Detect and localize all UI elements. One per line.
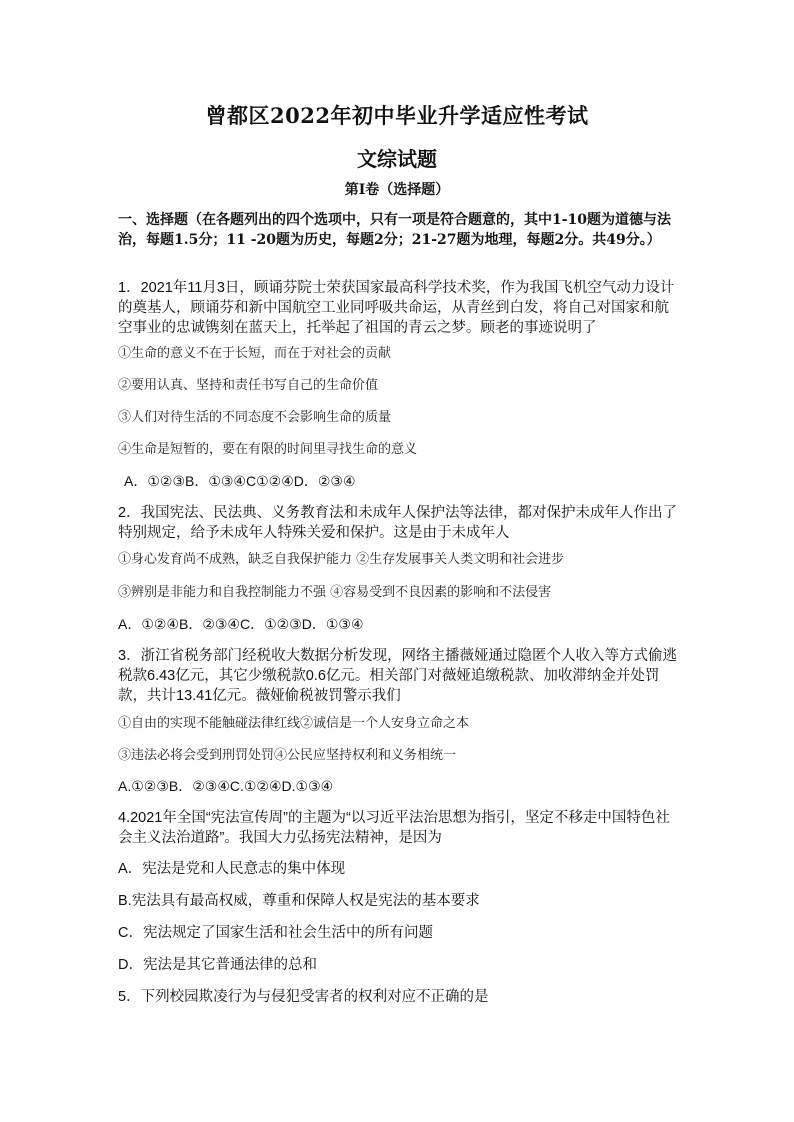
question-2-choices: A．①②④B．②③④C．①②③D．①③④ bbox=[118, 616, 364, 632]
question-4-stem: 4.2021年全国“宪法宣传周”的主题为“以习近平法治思想为指引，坚定不移走中国特色社会主义法治道路”。我国大力弘扬宪法精神，是因为 bbox=[118, 810, 670, 846]
question-1-statement-3: ③人们对待生活的不同态度不会影响生命的质量 bbox=[118, 410, 392, 425]
question-1-statement-2: ②要用认真、坚持和责任书写自己的生命价值 bbox=[118, 378, 379, 393]
question-4-option-c: C．宪法规定了国家生活和社会生活中的所有问题 bbox=[118, 925, 433, 941]
question-1-statement-4: ④生命是短暂的，要在有限的时间里寻找生命的意义 bbox=[118, 442, 418, 457]
question-3-statements-3-4: ③违法必将会受到刑罚处罚④公民应坚持权利和义务相统一 bbox=[118, 748, 457, 763]
exam-subtitle: 文综试题 bbox=[357, 147, 437, 171]
question-3-choices: A.①②③B．②③④C.①②④D.①③④ bbox=[118, 778, 334, 794]
question-3-statements-1-2: ①自由的实现不能触碰法律红线②诚信是一个人安身立命之本 bbox=[118, 716, 470, 731]
question-4-option-d: D．宪法是其它普通法律的总和 bbox=[118, 957, 317, 973]
question-3-stem: 3．浙江省税务部门经税收大数据分析发现，网络主播薇娅通过隐匿个人收入等方式偷逃税款6.43亿元，其它少缴税款0.6亿元。相关部门对薇娅追缴税款、加收滞纳金并处罚款，共计13.41亿元。薇娅偷税被罚警示我们 bbox=[118, 648, 678, 704]
question-5-stem: 5．下列校园欺凌行为与侵犯受害者的权利对应不正确的是 bbox=[118, 989, 489, 1005]
question-4-option-b: B.宪法具有最高权威，尊重和保障人权是宪法的基本要求 bbox=[118, 893, 480, 909]
exam-title: 曾都区2022年初中毕业升学适应性考试 bbox=[205, 103, 589, 128]
part-heading: 第Ⅰ卷（选择题） bbox=[344, 182, 450, 198]
section-instructions: 一、选择题（在各题列出的四个选项中，只有一项是符合题意的，其中1-10题为道德与法治，每题1.5分；11 -20题为历史，每题2分；21-27题为地理，每题2分。共49分。） bbox=[118, 212, 672, 248]
question-2-statements-3-4: ③辨别是非能力和自我控制能力不强 ④容易受到不良因素的影响和不法侵害 bbox=[118, 585, 552, 600]
question-1-choices: A．①②③B．①③④C①②④D．②③④ bbox=[124, 473, 356, 489]
question-2-statements-1-2: ①身心发育尚不成熟，缺乏自我保护能力 ②生存发展事关人类文明和社会进步 bbox=[118, 552, 565, 567]
question-4-option-a: A．宪法是党和人民意志的集中体现 bbox=[118, 861, 346, 877]
question-2-stem: 2．我国宪法、民法典、义务教育法和未成年人保护法等法律，都对保护未成年人作出了特别规定，给予未成年人特殊关爱和保护。这是由于未成年人 bbox=[118, 505, 678, 541]
question-1-stem: 1．2021年11月3日，顾诵芬院士荣获国家最高科学技术奖，作为我国飞机空气动力设计的奠基人，顾诵芬和新中国航空工业同呼吸共命运，从青丝到白发，将自己对国家和航空事业的忠诚镌刻在蓝天上，托举起了祖国的青云之梦。顾老的事迹说明了 bbox=[118, 280, 675, 336]
question-1-statement-1: ①生命的意义不在于长短，而在于对社会的贡献 bbox=[118, 346, 392, 361]
